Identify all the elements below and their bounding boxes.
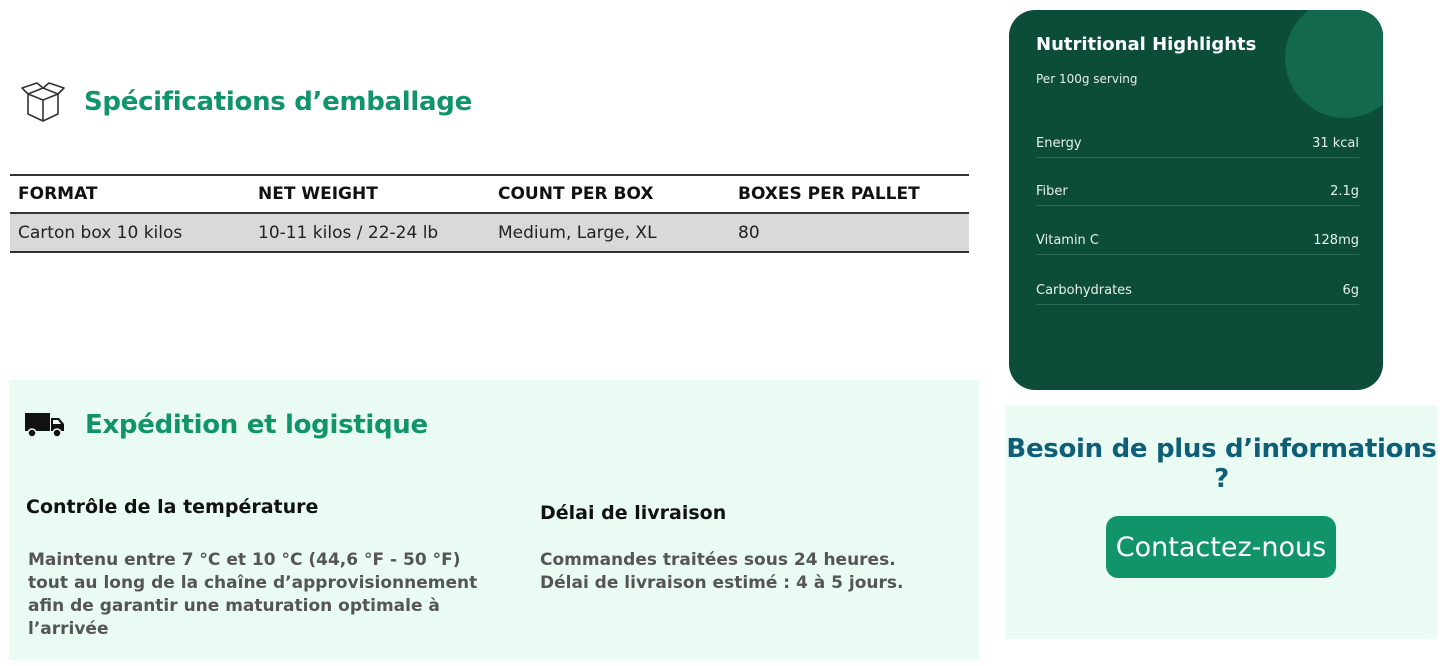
- nutrition-title: Nutritional Highlights: [1036, 34, 1257, 55]
- nutrition-value: 31 kcal: [1312, 136, 1359, 151]
- nutrition-label: Energy: [1036, 136, 1082, 151]
- cell-net-weight: 10-11 kilos / 22-24 lb: [250, 213, 490, 252]
- nutrition-value: 6g: [1342, 283, 1359, 298]
- table-header-row: [10, 175, 969, 213]
- col-header-net-weight: NET WEIGHT: [250, 175, 490, 213]
- delivery-text: Commandes traitées sous 24 heures. Délai de livraison estimé : 4 à 5 jours.: [540, 550, 904, 593]
- contact-title: Besoin de plus d’informations ?: [1006, 434, 1437, 494]
- temperature-text: Maintenu entre 7 °C et 10 °C (44,6 °F - 50 °F) tout au long de la chaîne d’approvisionnement afin de garantir une maturation optimale à l’arrivée: [28, 550, 478, 639]
- temperature-title: Contrôle de la température: [26, 496, 319, 518]
- decorative-circle: [1285, 10, 1383, 118]
- shipping-section: [9, 380, 979, 660]
- nutrition-row-vitamin-c: [1036, 233, 1359, 255]
- nutrition-row-energy: [1036, 136, 1359, 158]
- nutrition-row-carbohydrates: [1036, 283, 1359, 305]
- col-header-count-per-box: COUNT PER BOX: [490, 175, 730, 213]
- col-header-boxes-per-pallet: BOXES PER PALLET: [730, 175, 969, 213]
- packaging-header: [20, 80, 472, 124]
- cell-boxes-per-pallet: 80: [730, 213, 969, 252]
- cell-format: Carton box 10 kilos: [10, 213, 250, 252]
- nutrition-label: Vitamin C: [1036, 233, 1100, 248]
- nutrition-row-fiber: [1036, 184, 1359, 206]
- nutrition-card: [1009, 10, 1383, 390]
- box-icon: [20, 80, 66, 124]
- cell-count-per-box: Medium, Large, XL: [490, 213, 730, 252]
- delivery-title: Délai de livraison: [540, 502, 727, 524]
- contact-button[interactable]: Contactez-nous: [1106, 516, 1336, 578]
- nutrition-label: Fiber: [1036, 184, 1068, 199]
- truck-icon: [24, 411, 66, 439]
- contact-card: [1006, 406, 1437, 639]
- nutrition-subtitle: Per 100g serving: [1036, 72, 1138, 86]
- table-row: [10, 213, 969, 252]
- col-header-format: FORMAT: [10, 175, 250, 213]
- nutrition-value: 2.1g: [1330, 184, 1359, 199]
- nutrition-label: Carbohydrates: [1036, 283, 1132, 298]
- packaging-title: Spécifications d’emballage: [84, 87, 472, 117]
- shipping-header: [24, 410, 428, 440]
- packaging-table: [10, 174, 969, 253]
- nutrition-value: 128mg: [1313, 233, 1359, 248]
- shipping-title: Expédition et logistique: [85, 410, 428, 440]
